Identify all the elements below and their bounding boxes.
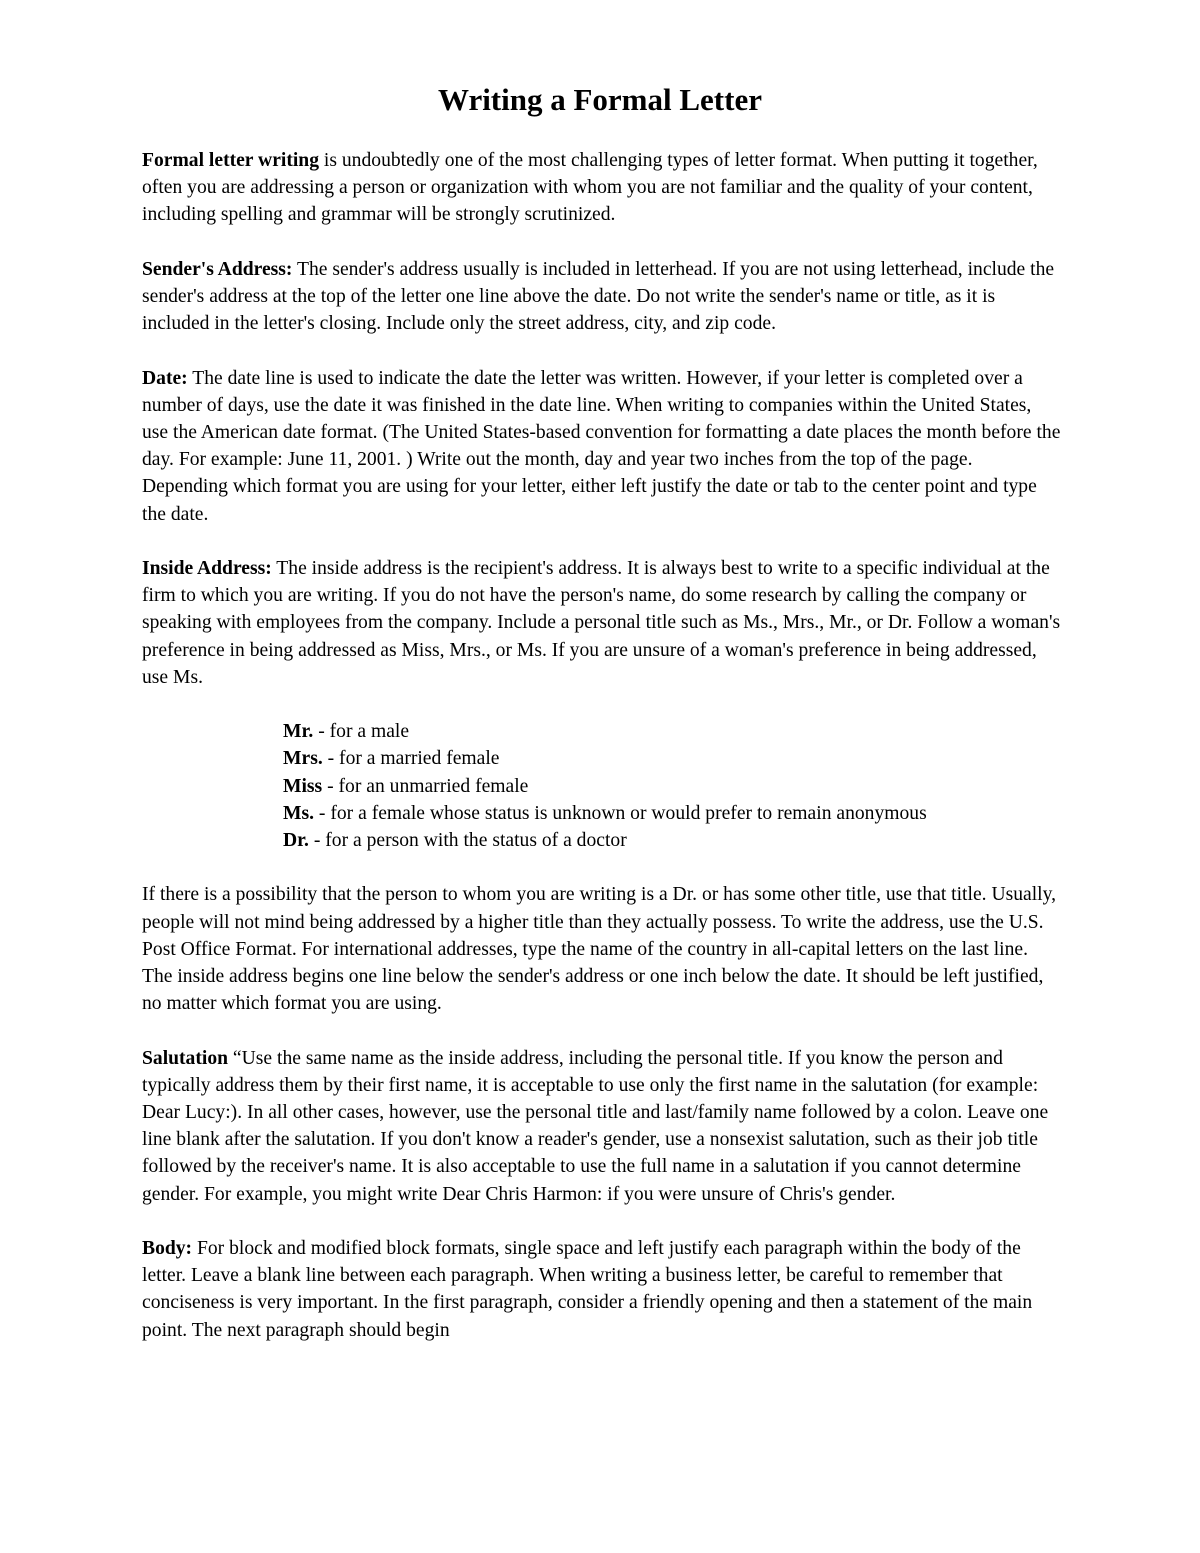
salutation-heading: Salutation bbox=[142, 1047, 229, 1069]
title-abbr: Ms. bbox=[283, 802, 315, 824]
body-heading: Body: bbox=[142, 1238, 193, 1260]
intro-text: is undoubtedly one of the most challenging types of letter format. When putting it together, often you are addressing a person or organization with whom you are not familiar and the quality of your content, including spelling and grammar will be strongly scrutinized. bbox=[142, 150, 1038, 226]
senders-address-text: The sender's address usually is included in letterhead. If you are not using letterhead, include the sender's address at the top of the letter one line above the date. Do not write the sender's name or title, as it is included in the letter's closing. Include only the street address, city, and zip code. bbox=[142, 258, 1055, 335]
inside-address-text: The inside address is the recipient's address. It is always best to write to a specific individual at the firm to which you are writing. If you do not have the person's name, do some research by calling the company or speaking with employees from the company. Include a personal title such as Ms., Mrs., Mr., or Dr. Follow a woman's preference in being addressed as Miss, Mrs., or Ms. If you are unsure of a woman's preference in being addressed, use Ms. bbox=[142, 558, 1061, 688]
title-abbr: Mr. bbox=[283, 721, 314, 743]
list-item bbox=[283, 827, 1062, 854]
document-body bbox=[142, 147, 1062, 1371]
intro-lead: Formal letter writing bbox=[142, 150, 320, 171]
personal-titles-list bbox=[283, 718, 1062, 854]
inside-address-paragraph bbox=[142, 555, 1062, 691]
salutation-text: “Use the same name as the inside address, including the personal title. If you know the person and typically address them by their first name, it is acceptable to use only the first name in the salutation (for example: Dear Lucy:). In all other cases, however, use the personal title and last/family name followed by a colon. Leave one line blank after the salutation. If you don't know a reader's gender, use a nonsexist salutation, such as their job title followed by the receiver's name. It is also acceptable to use the full name in a salutation if you cannot determine gender. For example, you might write Dear Chris Harmon: if you were unsure of Chris's gender. bbox=[142, 1047, 1049, 1205]
page-title: Writing a Formal Letter bbox=[438, 82, 762, 117]
title-desc: - for a person with the status of a doctor bbox=[308, 830, 627, 852]
inside-address-heading: Inside Address: bbox=[142, 558, 272, 579]
list-item bbox=[283, 773, 1062, 800]
title-desc: - for a female whose status is unknown or would prefer to remain anonymous bbox=[314, 802, 927, 824]
list-item bbox=[283, 745, 1062, 772]
list-item bbox=[283, 718, 1062, 745]
date-heading: Date: bbox=[142, 367, 188, 389]
address-note-paragraph: If there is a possibility that the person to whom you are writing is a Dr. or has some other title, use that title. Usually, people will not mind being addressed by a higher title than they actually possess. To write the address, use the U.S. Post Office Format. For international addresses, type the name of the country in all-capital letters on the last line. The inside address begins one line below the sender's address or one inch below the date. It should be left justified, no matter which format you are using. bbox=[142, 884, 1057, 1015]
title-abbr: Mrs. bbox=[283, 748, 323, 770]
body-paragraph bbox=[142, 1235, 1062, 1344]
date-text: The date line is used to indicate the date the letter was written. However, if your letter is completed over a number of days, use the date it was finished in the date line. When writing to companies within the United States, use the American date format. (The United States-based convention for formatting a date places the month before the day. For example: June 11, 2001. ) Write out the month, day and year two inches from the top of the page. Depending which format you are using for your letter, either left justify the date or tab to the center point and type the date. bbox=[142, 367, 1061, 525]
salutation-paragraph bbox=[142, 1045, 1062, 1208]
title-abbr: Miss bbox=[283, 775, 323, 797]
senders-address-paragraph bbox=[142, 256, 1062, 338]
date-paragraph bbox=[142, 365, 1062, 528]
title-desc: - for a married female bbox=[322, 748, 500, 770]
title-abbr: Dr. bbox=[283, 830, 309, 852]
senders-address-heading: Sender's Address: bbox=[142, 258, 293, 280]
title-desc: - for an unmarried female bbox=[322, 775, 529, 797]
intro-paragraph bbox=[142, 147, 1062, 229]
body-text: For block and modified block formats, single space and left justify each paragraph within the body of the letter. Leave a blank line between each paragraph. When writing a business letter, be careful to remember that conciseness is very important. In the first paragraph, consider a friendly opening and then a statement of the main point. The next paragraph should begin bbox=[142, 1238, 1033, 1341]
title-desc: - for a male bbox=[313, 721, 410, 743]
list-item bbox=[283, 800, 1062, 827]
